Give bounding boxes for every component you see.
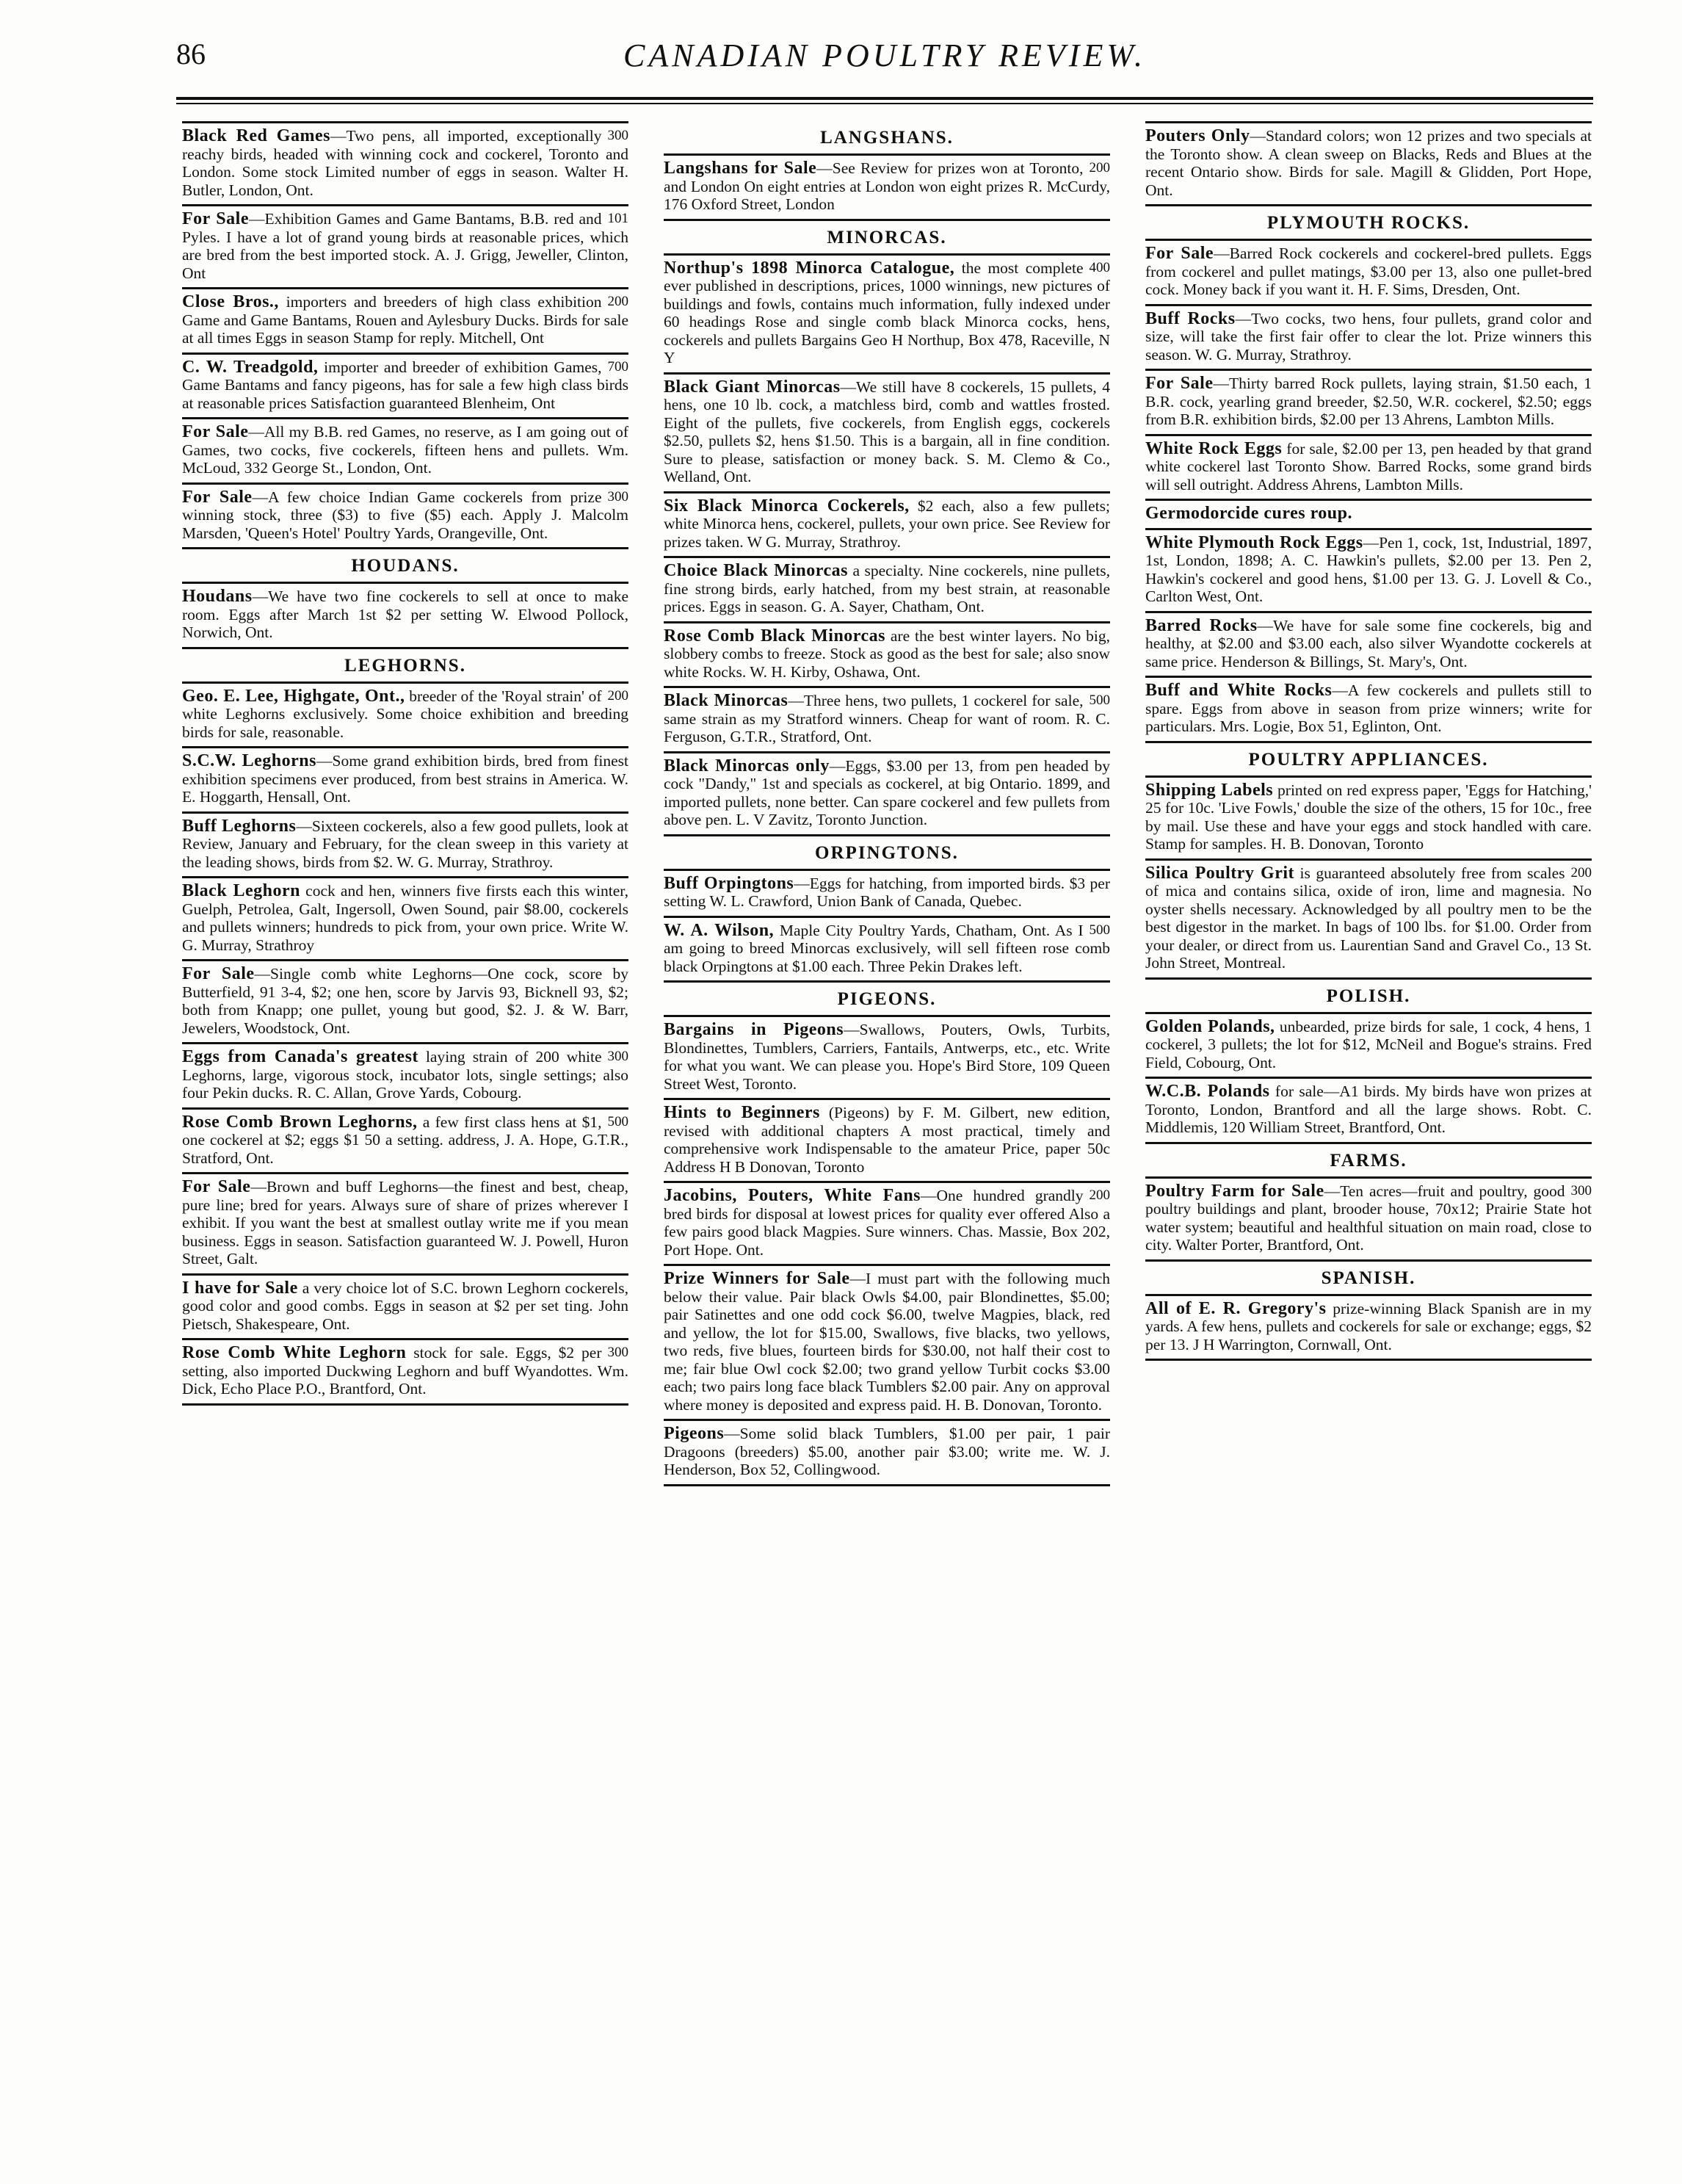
ad-headline: Rose Comb Black Minorcas: [664, 626, 886, 646]
page-header: [176, 37, 1593, 81]
ad-text: —Two pens, all imported, exceptionally reachy birds, headed with winning cock and cockerel, Toronto and London. Some stock Limited number of eggs in season. Walter H. Butler, London, Ont.: [182, 127, 628, 199]
column-1: [182, 121, 628, 2148]
ad-headline: For Sale: [182, 1177, 251, 1196]
ad-code: 300: [607, 1345, 628, 1360]
classified-ad: [1145, 1176, 1592, 1262]
ad-headline: Black Giant Minorcas: [664, 377, 841, 397]
ad-text: —See Review for prizes won at Toronto, and London On eight entries at London won eight prizes R. McCurdy, 176 Oxford Street, London: [664, 159, 1110, 213]
ad-headline: S.C.W. Leghorns: [182, 751, 316, 770]
classified-ad: [182, 961, 628, 1044]
ad-text: —We still have 8 cockerels, 15 pullets, 4 hens, one 10 lb. cock, a matchless bird, comb and wattles frosted. Eight of the pullets, five cockerels, from English eggs, cockerels $2.50, pullets $2, hens $1.50. This is a bargain, all in fine condition. Sure to please, satisfaction or money back. S. M. Clemo & Co., Welland, Ont.: [664, 377, 1110, 485]
ad-text: breeder of the 'Royal strain' of white Leghorns exclusively. Some choice exhibition and breeding birds for sale, reasonable.: [182, 687, 628, 741]
ad-headline: Germodorcide cures roup.: [1145, 504, 1352, 523]
ad-code: 200: [1089, 1187, 1110, 1203]
classified-ad: [1145, 1079, 1592, 1144]
classified-ad: [182, 1276, 628, 1341]
classified-ad: [182, 1110, 628, 1175]
ad-headline: Poultry Farm for Sale: [1145, 1181, 1324, 1201]
ad-headline: Close Bros.,: [182, 292, 279, 311]
classified-ad: [664, 493, 1110, 559]
ad-text: a very choice lot of S.C. brown Leghorn cockerels, good color and good combs. Eggs in season at $2 per set ting. John Pietsch, Shakespeare, Ont.: [182, 1279, 628, 1333]
column-2: [664, 121, 1110, 2148]
ad-text: is guaranteed absolutely free from scales of mica and contains silica, oxide of iron, lime and magnesia. No oyster shells necessary. Acknowledged by all poultry men to be the best digestor in the market. In bags of 100 lbs. for $1.00. Order from your dealer, or direct from us. Laurentian Sand and Gravel Co., 13 St. John Street, Montreal.: [1145, 864, 1592, 972]
section-heading: LANGSHANS.: [820, 128, 954, 148]
page-number: 86: [176, 37, 206, 70]
ad-text: —Three hens, two pullets, 1 cockerel for sale, same strain as my Stratford winners. Cheap for want of room. R. C. Ferguson, G.T.R., Stratford, Ont.: [664, 692, 1110, 745]
ad-code: 200: [607, 294, 628, 309]
section-heading: HOUDANS.: [351, 556, 460, 576]
classified-ad: [1145, 371, 1592, 436]
classified-ad: [664, 1421, 1110, 1486]
ad-text: —Barred Rock cockerels and cockerel-bred pullets. Eggs from cockerel and pullet matings, $3.00 per 13, also one pullet-bred cock. Money back if you want it. H. F. Sims, Dresden, Ont.: [1145, 245, 1592, 298]
ad-headline: Houdans: [182, 587, 253, 606]
ad-headline: For Sale: [1145, 244, 1214, 263]
section-heading: FARMS.: [1330, 1150, 1407, 1171]
ad-headline: Langshans for Sale: [664, 159, 817, 178]
classified-ad: [182, 1174, 628, 1276]
ad-headline: Six Black Minorca Cockerels,: [664, 496, 910, 516]
classified-ad: [1145, 861, 1592, 980]
columns: [182, 121, 1592, 2148]
ad-headline: Rose Comb White Leghorn: [182, 1343, 407, 1362]
classified-ad: [1145, 1294, 1592, 1362]
ad-headline: Hints to Beginners: [664, 1103, 820, 1122]
ad-headline: White Plymouth Rock Eggs: [1145, 532, 1363, 552]
ad-code: 300: [607, 488, 628, 505]
ad-code: 500: [1089, 922, 1110, 938]
ad-text: —Sixteen cockerels, also a few good pullets, look at Review, January and February, for the clean sweep in this variety at the leading shows, birds from $2. W. G. Murray, Strathroy.: [182, 817, 628, 871]
section-heading: SPANISH.: [1321, 1268, 1416, 1288]
ad-text: —We have two fine cockerels to sell at once to make room. Eggs after March 1st $2 per setting W. Elwood Pollock, Norwich, Ont.: [182, 587, 628, 641]
ad-code: 700: [607, 358, 628, 375]
classified-ad: [664, 623, 1110, 689]
ad-headline: Northup's 1898 Minorca Catalogue,: [664, 258, 955, 278]
section-heading: POLISH.: [1326, 986, 1411, 1006]
ad-headline: I have for Sale: [182, 1278, 298, 1298]
classified-ad: [664, 1100, 1110, 1183]
ad-headline: C. W. Treadgold,: [182, 357, 319, 377]
ad-headline: Buff and White Rocks: [1145, 681, 1333, 700]
classified-ad: [664, 918, 1110, 983]
ad-code: 300: [607, 1049, 628, 1064]
ad-headline: Geo. E. Lee, Highgate, Ont.,: [182, 686, 405, 706]
ad-headline: W.C.B. Polands: [1145, 1082, 1270, 1101]
ad-code: 101: [607, 211, 628, 226]
ad-code: 200: [1570, 864, 1592, 881]
ad-code: 500: [607, 1113, 628, 1129]
ad-headline: Prize Winners for Sale: [664, 1269, 850, 1288]
ad-code: 300: [1570, 1182, 1592, 1198]
ad-text: —Pen 1, cock, 1st, Industrial, 1897, 1st, London, 1898; A. C. Hawkin's pullets, $2.00 per 13. Pen 2, Hawkin's cockerel and good hens, $1.00 per 13. G. J. Lovell & Co., Carlton West, Ont.: [1145, 533, 1592, 605]
ad-code: 300: [607, 128, 628, 143]
ad-text: $2 each, also a few pullets; white Minorca hens, cockerel, pullets, your own price. See Review for prizes taken. W G. Murray, Strathroy.: [664, 496, 1110, 551]
ad-text: prize-winning Black Spanish are in my yards. A few hens, pullets and cockerels for sale or exchange; eggs, $2 per 13. J H Warrington, Cornwall, Ont.: [1145, 1299, 1592, 1353]
ad-text: —Two cocks, two hens, four pullets, grand color and size, will take the first fair offer to clear the lot. Prize winners this season. W. G. Murray, Strathroy.: [1145, 309, 1592, 364]
ad-code: 500: [1089, 693, 1110, 708]
ad-code: 200: [607, 687, 628, 704]
ad-text: are the best winter layers. No big, slobbery combs to freeze. Stock as good as the best for sale; also snow white Rocks. W. H. Kirby, Oshawa, Ont.: [664, 626, 1110, 681]
ad-text: —Brown and buff Leghorns—the finest and best, cheap, pure line; bred for years. Always sure of share of prizes wherever I exhibit. If you want the best at smallest outlay write me if you mean business. Eggs in season. Satisfaction guaranteed W. J. Powell, Huron Street, Galt.: [182, 1178, 628, 1268]
ad-headline: For Sale: [182, 487, 253, 507]
classified-ad: [664, 375, 1110, 493]
ad-headline: Golden Polands,: [1145, 1016, 1275, 1036]
ad-text: printed on red express paper, 'Eggs for Hatching,' 25 for 10c. 'Live Fowls,' double the size of the others, 15 for 10c., free by mail. Use these and have your eggs and stock handled with care. Stamp for samples. H. B. Donovan, Toronto: [1145, 781, 1592, 853]
ad-text: for sale, $2.00 per 13, pen headed by that grand white cockerel last Toronto Show. Barred Rocks, some grand birds will sell outright. Address Ahrens, Lambton Mills.: [1145, 439, 1592, 493]
classified-ad: [182, 681, 628, 749]
classified-ad: [664, 869, 1110, 918]
ad-text: the most complete ever published in descriptions, prices, 1000 winnings, new pictures of buildings and fowls, contains much information, fully indexed under 60 headings Rose and single comb black Minorca cocks, hens, cockerels and pullets Bargains Geo H Northup, Box 478, Raceville, N Y: [664, 258, 1110, 366]
ad-headline: Black Red Games: [182, 126, 330, 145]
ad-headline: Black Minorcas: [664, 691, 789, 710]
classified-ad: [1145, 613, 1592, 679]
ad-headline: For Sale: [1145, 374, 1214, 393]
classified-ad: [1145, 678, 1592, 743]
ad-text: —One hundred grandly bred birds for disposal at lowest prices for quality ever offered Also a few pairs good black Magpies. Sure winners. Chas. Massie, Box 202, Port Hope. Ont.: [664, 1187, 1110, 1259]
section-heading: POULTRY APPLIANCES.: [1248, 749, 1489, 770]
classified-ad: [1145, 775, 1592, 861]
classified-ad: [664, 753, 1110, 836]
ad-headline: Buff Leghorns: [182, 816, 297, 836]
ad-text: unbearded, prize birds for sale, 1 cock, 4 hens, 1 cockerel, 3 pullets; the lot for $12, McNeil and Bogue's strains. Fred Field, Cobourg, Ont.: [1145, 1017, 1592, 1071]
classified-ad: [182, 419, 628, 485]
ad-text: —I must part with the following much below their value. Pair black Owls $4.00, pair Blondinettes, $5.00; pair Satinettes and one odd cock $6.00, twelve Magpies, black, red and yellow, the lot for $15.00, Swallows, five blacks, two yellows, two reds, five blues, fourteen birds for $30.00, not half their cost to me; fair blue Owl cock $2.00; two grand yellow Turbit cocks $3.00 each; two pairs long face black Tumblers $2.00 pair. Any on approval where money is deposited and express paid. H. B. Donovan, Toronto.: [664, 1270, 1110, 1414]
ad-headline: Barred Rocks: [1145, 615, 1258, 635]
ad-text: a specialty. Nine cockerels, nine pullets, fine strong birds, early hatched, from my best strain, at reasonable prices. Eggs in season. G. A. Sayer, Chatham, Ont.: [664, 562, 1110, 615]
ad-text: —Single comb white Leghorns—One cock, score by Butterfield, 91 3-4, $2; one hen, score by Jarvis 93, Bicknell 93, $2; both from Knapp; one pullet, young but good, $2. J. & W. Barr, Jewelers, Woodstock, Ont.: [182, 965, 628, 1037]
section-heading: ORPINGTONS.: [815, 842, 959, 863]
ad-headline: Rose Comb Brown Leghorns,: [182, 1112, 418, 1132]
header-rule: [176, 97, 1593, 100]
ad-headline: Jacobins, Pouters, White Fans: [664, 1186, 921, 1205]
classified-ad: [664, 688, 1110, 753]
page-title: CANADIAN POULTRY REVIEW.: [623, 37, 1146, 73]
ad-text: —Swallows, Pouters, Owls, Turbits, Blondinettes, Tumblers, Carriers, Fantails, Antwerps, etc., etc. Write for what you want. We can please you. Hope's Bird Store, 109 Queen Street West, Toronto.: [664, 1021, 1110, 1093]
ad-text: for sale—A1 birds. My birds have won prizes at Toronto, London, Brantford and all the large shows. Robt. C. Middlemis, 120 William Street, Brantford, Ont.: [1145, 1082, 1592, 1136]
ad-headline: Eggs from Canada's greatest: [182, 1047, 418, 1066]
ad-text: —Thirty barred Rock pullets, laying strain, $1.50 each, 1 B.R. cock, yearling grand breeder, $2.50, W.R. cockerel, $2.50; eggs from B.R. exhibition birds, $2.00 per 13 Ahrens, Lambton Mills.: [1145, 375, 1592, 428]
classified-ad: [182, 814, 628, 879]
ad-headline: Buff Orpingtons: [664, 873, 794, 893]
classified-ad: [1145, 1012, 1592, 1080]
classified-ad: [1145, 306, 1592, 372]
classified-ad: [1145, 239, 1592, 306]
section-heading: PIGEONS.: [837, 989, 937, 1009]
ad-text: stock for sale. Eggs, $2 per setting, also imported Duckwing Leghorn and buff Wyandottes. Wm. Dick, Echo Place P.O., Brantford, Ont.: [182, 1344, 628, 1397]
ad-text: —Some grand exhibition birds, bred from finest exhibition specimens ever produced, from best strains in America. W. E. Hoggarth, Hensall, Ont.: [182, 752, 628, 806]
classified-ad: [1145, 121, 1592, 206]
ad-text: —All my B.B. red Games, no reserve, as I am going out of Games, two cocks, five cockerels, fifteen hens and pullets. Wm. McLoud, 332 George St., London, Ont.: [182, 423, 628, 477]
ad-headline: Buff Rocks: [1145, 308, 1236, 328]
classified-ad: [182, 748, 628, 814]
classified-ad: [182, 206, 628, 289]
ad-headline: Silica Poultry Grit: [1145, 863, 1295, 883]
classified-ad: [182, 878, 628, 961]
ad-headline: Pouters Only: [1145, 126, 1250, 145]
section-heading: LEGHORNS.: [344, 655, 466, 676]
classified-ad: [664, 558, 1110, 623]
header-rule-thin: [176, 103, 1593, 104]
classified-ad: [664, 253, 1110, 375]
ad-headline: Pigeons: [664, 1424, 725, 1443]
classified-ad: [1145, 530, 1592, 613]
ad-headline: White Rock Eggs: [1145, 438, 1283, 458]
ad-text: importer and breeder of exhibition Games, Game Bantams and fancy pigeons, has for sale a few high class birds at reasonable prices Satisfaction guaranteed Blenheim, Ont: [182, 358, 628, 412]
ad-headline: For Sale: [182, 422, 249, 441]
ad-text: Maple City Poultry Yards, Chatham, Ont. As I am going to breed Minorcas exclusively, will sell fifteen rose comb black Orpingtons at $1.00 each. Three Pekin Drakes left.: [664, 921, 1110, 975]
ad-text: —Exhibition Games and Game Bantams, B.B. red and Pyles. I have a lot of grand young birds at reasonable prices, which are bred from the best imported stock. A. J. Grigg, Jeweller, Clinton, Ont: [182, 210, 628, 282]
ad-headline: Black Minorcas only: [664, 756, 830, 775]
ad-text: —A few choice Indian Game cockerels from prize winning stock, three ($3) to five ($5) each. Apply J. Malcolm Marsden, 'Queen's Hotel' Poultry Yards, Orangeville, Ont.: [182, 488, 628, 542]
ad-headline: Choice Black Minorcas: [664, 561, 848, 580]
ad-headline: For Sale: [182, 209, 249, 228]
classified-ad: [664, 1266, 1110, 1421]
ad-code: 400: [1089, 259, 1110, 275]
ad-headline: Bargains in Pigeons: [664, 1020, 844, 1039]
section-heading: PLYMOUTH ROCKS.: [1266, 213, 1471, 233]
classified-ad: [664, 1183, 1110, 1266]
section-heading: MINORCAS.: [827, 227, 947, 247]
classified-ad: [1145, 501, 1592, 530]
classified-ad: [182, 582, 628, 649]
classified-ad: [664, 1015, 1110, 1100]
ad-headline: W. A. Wilson,: [664, 920, 775, 940]
ad-text: —We have for sale some fine cockerels, big and healthy, at $2.00 and $3.00 each, also silver Wyandotte cockerels at same price. Henderson & Billings, St. Mary's, Ont.: [1145, 616, 1592, 670]
classified-ad: [182, 485, 628, 550]
ad-text: (Pigeons) by F. M. Gilbert, new edition, revised with additional chapters A most practical, timely and comprehensive work Indispensable to the amateur Price, paper 50c Address H B Donovan, Toronto: [664, 1104, 1110, 1176]
ad-code: 200: [1089, 160, 1110, 176]
classified-ad: [182, 1044, 628, 1110]
classified-ad: [182, 121, 628, 206]
ad-headline: Black Leghorn: [182, 881, 300, 900]
ad-text: laying strain of 200 white Leghorns, large, vigorous stock, incubator lots, single settings; also four Pekin ducks. R. C. Allan, Grove Yards, Cobourg.: [182, 1048, 628, 1102]
ad-text: importers and breeders of high class exhibition Game and Game Bantams, Rouen and Aylesbury Ducks. Birds for sale at all times Eggs in season Stamp for reply. Mitchell, Ont: [182, 293, 628, 347]
column-3: [1145, 121, 1592, 2148]
ad-text: —Standard colors; won 12 prizes and two specials at the Toronto show. A clean sweep on Blacks, Reds and Blues at the recent Ontario show. Birds for sale. Magill & Glidden, Port Hope, Ont.: [1145, 127, 1592, 199]
ad-text: —A few cockerels and pullets still to spare. Eggs from above in season from prize winners; write for particulars. Mrs. Logie, Box 51, Eglinton, Ont.: [1145, 681, 1592, 735]
classified-ad: [182, 289, 628, 355]
classified-ad: [182, 1340, 628, 1406]
ad-headline: All of E. R. Gregory's: [1145, 1298, 1327, 1318]
classified-ad: [182, 355, 628, 420]
ad-headline: Shipping Labels: [1145, 780, 1274, 800]
classified-ad: [1145, 436, 1592, 502]
ad-text: —Eggs, $3.00 per 13, from pen headed by cock "Dandy," 1st and specials as cockerel, at big Ontario. 1899, and imported pullets, none better. Can spare cockerel and few pullets from above pen. L. V Zavitz, Toronto Junction.: [664, 756, 1110, 828]
ad-text: —Eggs for hatching, from imported birds. $3 per setting W. L. Crawford, Union Bank of Canada, Quebec.: [664, 874, 1110, 910]
ad-text: cock and hen, winners five firsts each this winter, Guelph, Petrolea, Galt, Ingersoll, Owen Sound, pair $8.00, cockerels and pullets winners; hundreds to pick from, your own price. Write W. G. Murray, Strathroy: [182, 882, 628, 954]
classified-ad: [664, 153, 1110, 221]
ad-text: a few first class hens at $1, one cockerel at $2; eggs $1 50 a setting. address, J. A. Hope, G.T.R., Stratford, Ont.: [182, 1113, 628, 1167]
ad-headline: For Sale: [182, 964, 255, 983]
ad-text: —Ten acres—fruit and poultry, good poultry buildings and plant, brooder house, 70x12; Prairie State hot water system; beautiful and healthful situation on main road, close to city. Walter Porter, Brantford, Ont.: [1145, 1182, 1592, 1254]
ad-text: —Some solid black Tumblers, $1.00 per pair, 1 pair Dragoons (breeders) $5.00, another pair $3.00; write me. W. J. Henderson, Box 52, Collingwood.: [664, 1425, 1110, 1478]
